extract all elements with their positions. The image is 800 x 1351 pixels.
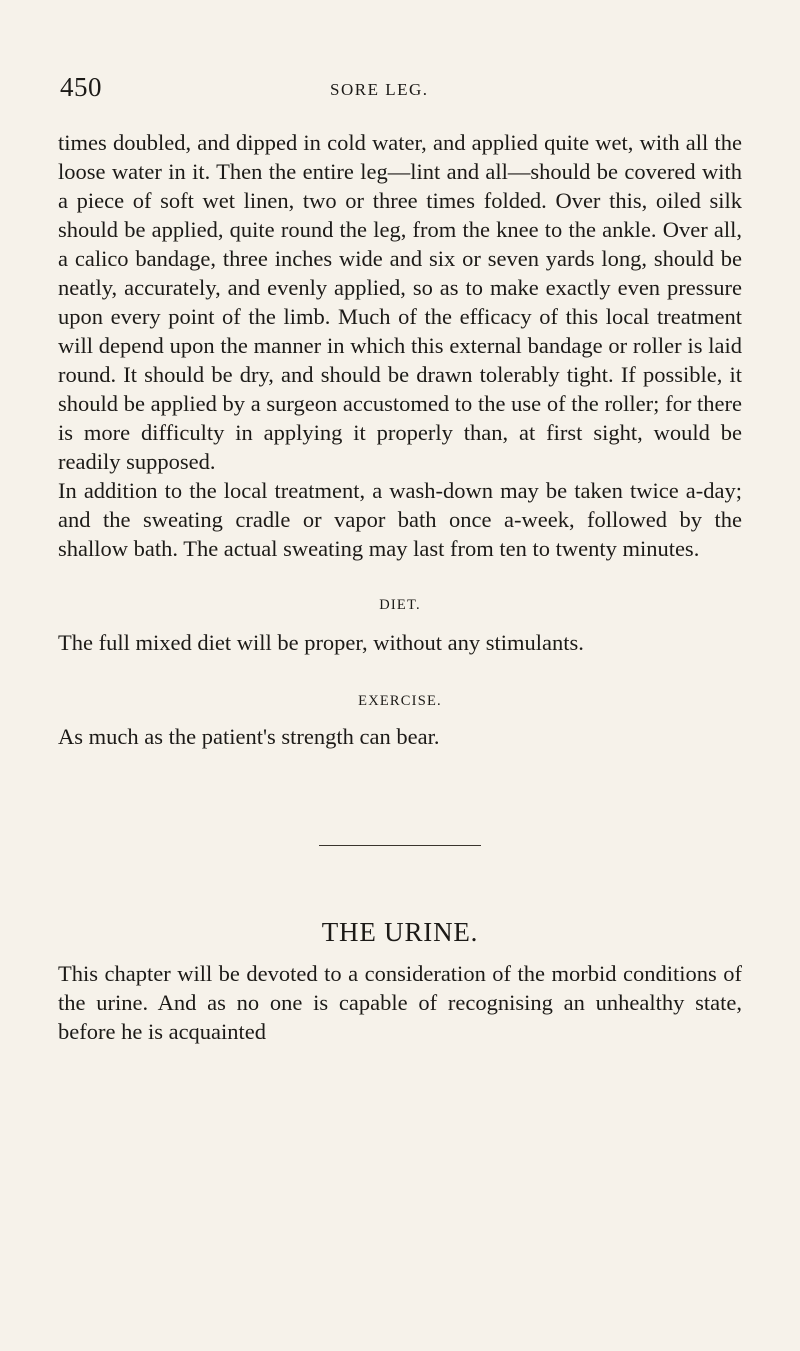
running-title: SORE LEG. (330, 80, 429, 99)
diet-heading: DIET. (379, 597, 421, 613)
chapter-intro-paragraph: This chapter will be devoted to a consideration of the morbid conditions of the urine. And as no one is capable of recognising an unhealthy state, before he is acquainted (58, 961, 742, 1044)
paragraph-bandage-treatment: times doubled, and dipped in cold water, and applied quite wet, with all the loose water in it. Then the entire leg—lint and all—should be covered with a piece of soft wet linen, two or three times folded. Over this, oiled silk should be applied, quite round the leg, from the knee to the ankle. Over all, a calico bandage, three inches wide and six or seven yards long, should be neatly, accurately, and evenly applied, so as to make exactly even pressure upon every point of the limb. Much of the efficacy of this local treatment will depend upon the manner in which this external bandage or roller is laid round. It should be dry, and should be drawn tolerably tight. If possible, it should be applied by a surgeon accustomed to the use of the roller; for there is more difficulty in applying it properly than, at first sight, would be readily supposed. (58, 130, 742, 474)
section-divider (319, 845, 481, 846)
paragraph-additional-treatment: In addition to the local treatment, a wash-down may be taken twice a-day; and the sweating cradle or vapor bath once a-week, followed by the shallow bath. The actual sweating may last from ten to twenty minutes. (58, 478, 742, 561)
page-number: 450 (60, 72, 102, 102)
body-text (58, 128, 742, 1046)
running-head (60, 72, 660, 108)
diet-paragraph: The full mixed diet will be proper, without any stimulants. (58, 630, 584, 655)
exercise-heading: EXERCISE. (358, 693, 442, 709)
exercise-paragraph: As much as the patient's strength can bear. (58, 724, 440, 749)
chapter-title: THE URINE. (321, 917, 479, 947)
